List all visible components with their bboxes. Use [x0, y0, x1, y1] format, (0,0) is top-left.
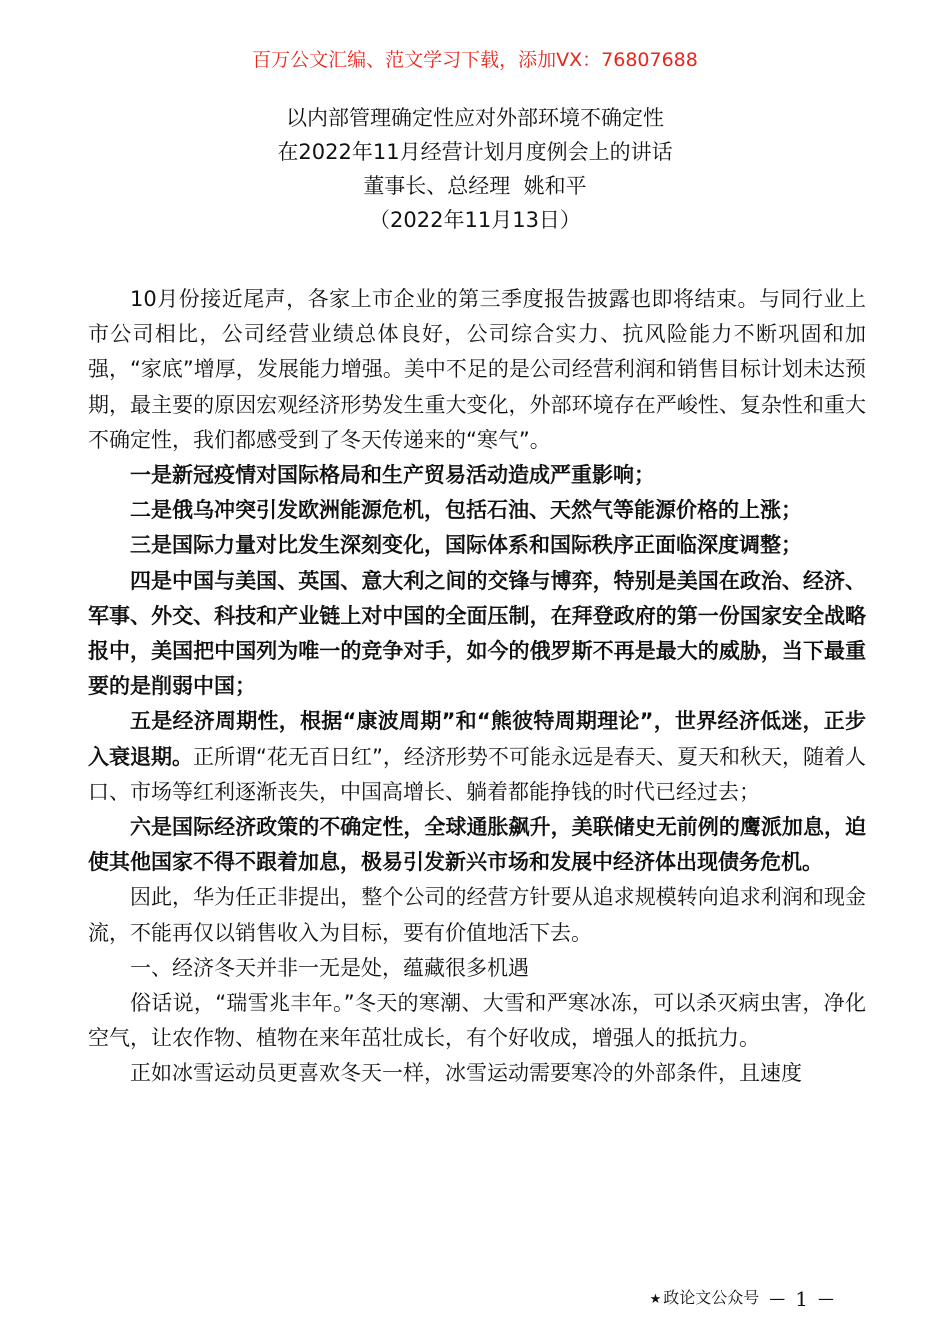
download-banner: 百万公文汇编、范文学习下载，添加VX：76807688 [252, 49, 698, 71]
document-subtitle: 在2022年11月经营计划月度例会上的讲话 [277, 140, 673, 164]
point-5-bold: 五是经济周期性，根据“康波周期”和“熊彼特周期理论”，世界经济低迷，正步入衰退期。 [88, 709, 866, 769]
paragraph-ice-sports: 正如冰雪运动员更喜欢冬天一样，冰雪运动需要寒冷的外部条件，且速度 [130, 1061, 802, 1086]
paragraph-point-3: 三是国际力量对比发生深刻变化，国际体系和国际秩序正面临深度调整； [130, 533, 802, 558]
paragraph-point-4: 四是中国与美国、英国、意大利之间的交锋与博弈，特别是美国在政治、经济、军事、外交、科技和产业链上对中国的全面压制，在拜登政府的第一份国家安全战略报中，美国把中国列为唯一的竞争对手，如今的俄罗斯不再是最大的威胁，当下最重要的是削弱中国； [88, 568, 866, 699]
speaker-line: 董事长、总经理 姚和平 [363, 174, 587, 198]
paragraph-point-2: 二是俄乌冲突引发欧洲能源危机，包括石油、天然气等能源价格的上涨； [130, 498, 802, 523]
document-title: 以内部管理确定性应对外部环境不确定性 [286, 106, 664, 130]
paragraph-point-1: 一是新冠疫情对国际格局和生产贸易活动造成严重影响； [130, 463, 655, 488]
speech-date: （2022年11月13日） [369, 208, 581, 232]
document-title-block [0, 101, 950, 237]
footer-dash-right: — [818, 1289, 834, 1308]
footer-dash-left: — [769, 1289, 786, 1308]
paragraph-proverb: 俗话说，“瑞雪兆丰年。”冬天的寒潮、大雪和严寒冰冻，可以杀灭病虫害，净化空气，让农作物、植物在来年茁壮成长，有个好收成，增强人的抵抗力。 [88, 991, 866, 1051]
section-heading-1: 一、经济冬天并非一无是处，蕴藏很多机遇 [130, 955, 529, 980]
star-icon: ★ [649, 1292, 662, 1307]
paragraph-conclusion: 因此，华为任正非提出，整个公司的经营方针要从追求规模转向追求利润和现金流，不能再仅以销售收入为目标，要有价值地活下去。 [88, 885, 866, 945]
document-body [88, 282, 866, 1092]
paragraph-intro: 10月份接近尾声，各家上市企业的第三季度报告披露也即将结束。与同行业上市公司相比，公司经营业绩总体良好，公司综合实力、抗风险能力不断巩固和加强，“家底”增厚，发展能力增强。美中不足的是公司经营利润和销售目标计划未达预期，最主要的原因宏观经济形势发生重大变化，外部环境存在严峻性、复杂性和重大不确定性，我们都感受到了冬天传递来的“寒气”。 [88, 287, 866, 452]
footer-source-text: 政论文公众号 [663, 1288, 760, 1307]
paragraph-point-6: 六是国际经济政策的不确定性，全球通胀飙升，美联储史无前例的鹰派加息，迫使其他国家不得不跟着加息，极易引发新兴市场和发展中经济体出现债务危机。 [88, 815, 866, 875]
page-number: 1 [795, 1287, 808, 1311]
paragraph-point-5 [88, 704, 866, 810]
page-footer [650, 1287, 834, 1311]
footer-source [650, 1287, 760, 1311]
point-5-rest: 正所谓“花无百日红”，经济形势不可能永远是春天、夏天和秋天，随着人口、市场等红利逐渐丧失，中国高增长、躺着都能挣钱的时代已经过去； [88, 744, 866, 804]
